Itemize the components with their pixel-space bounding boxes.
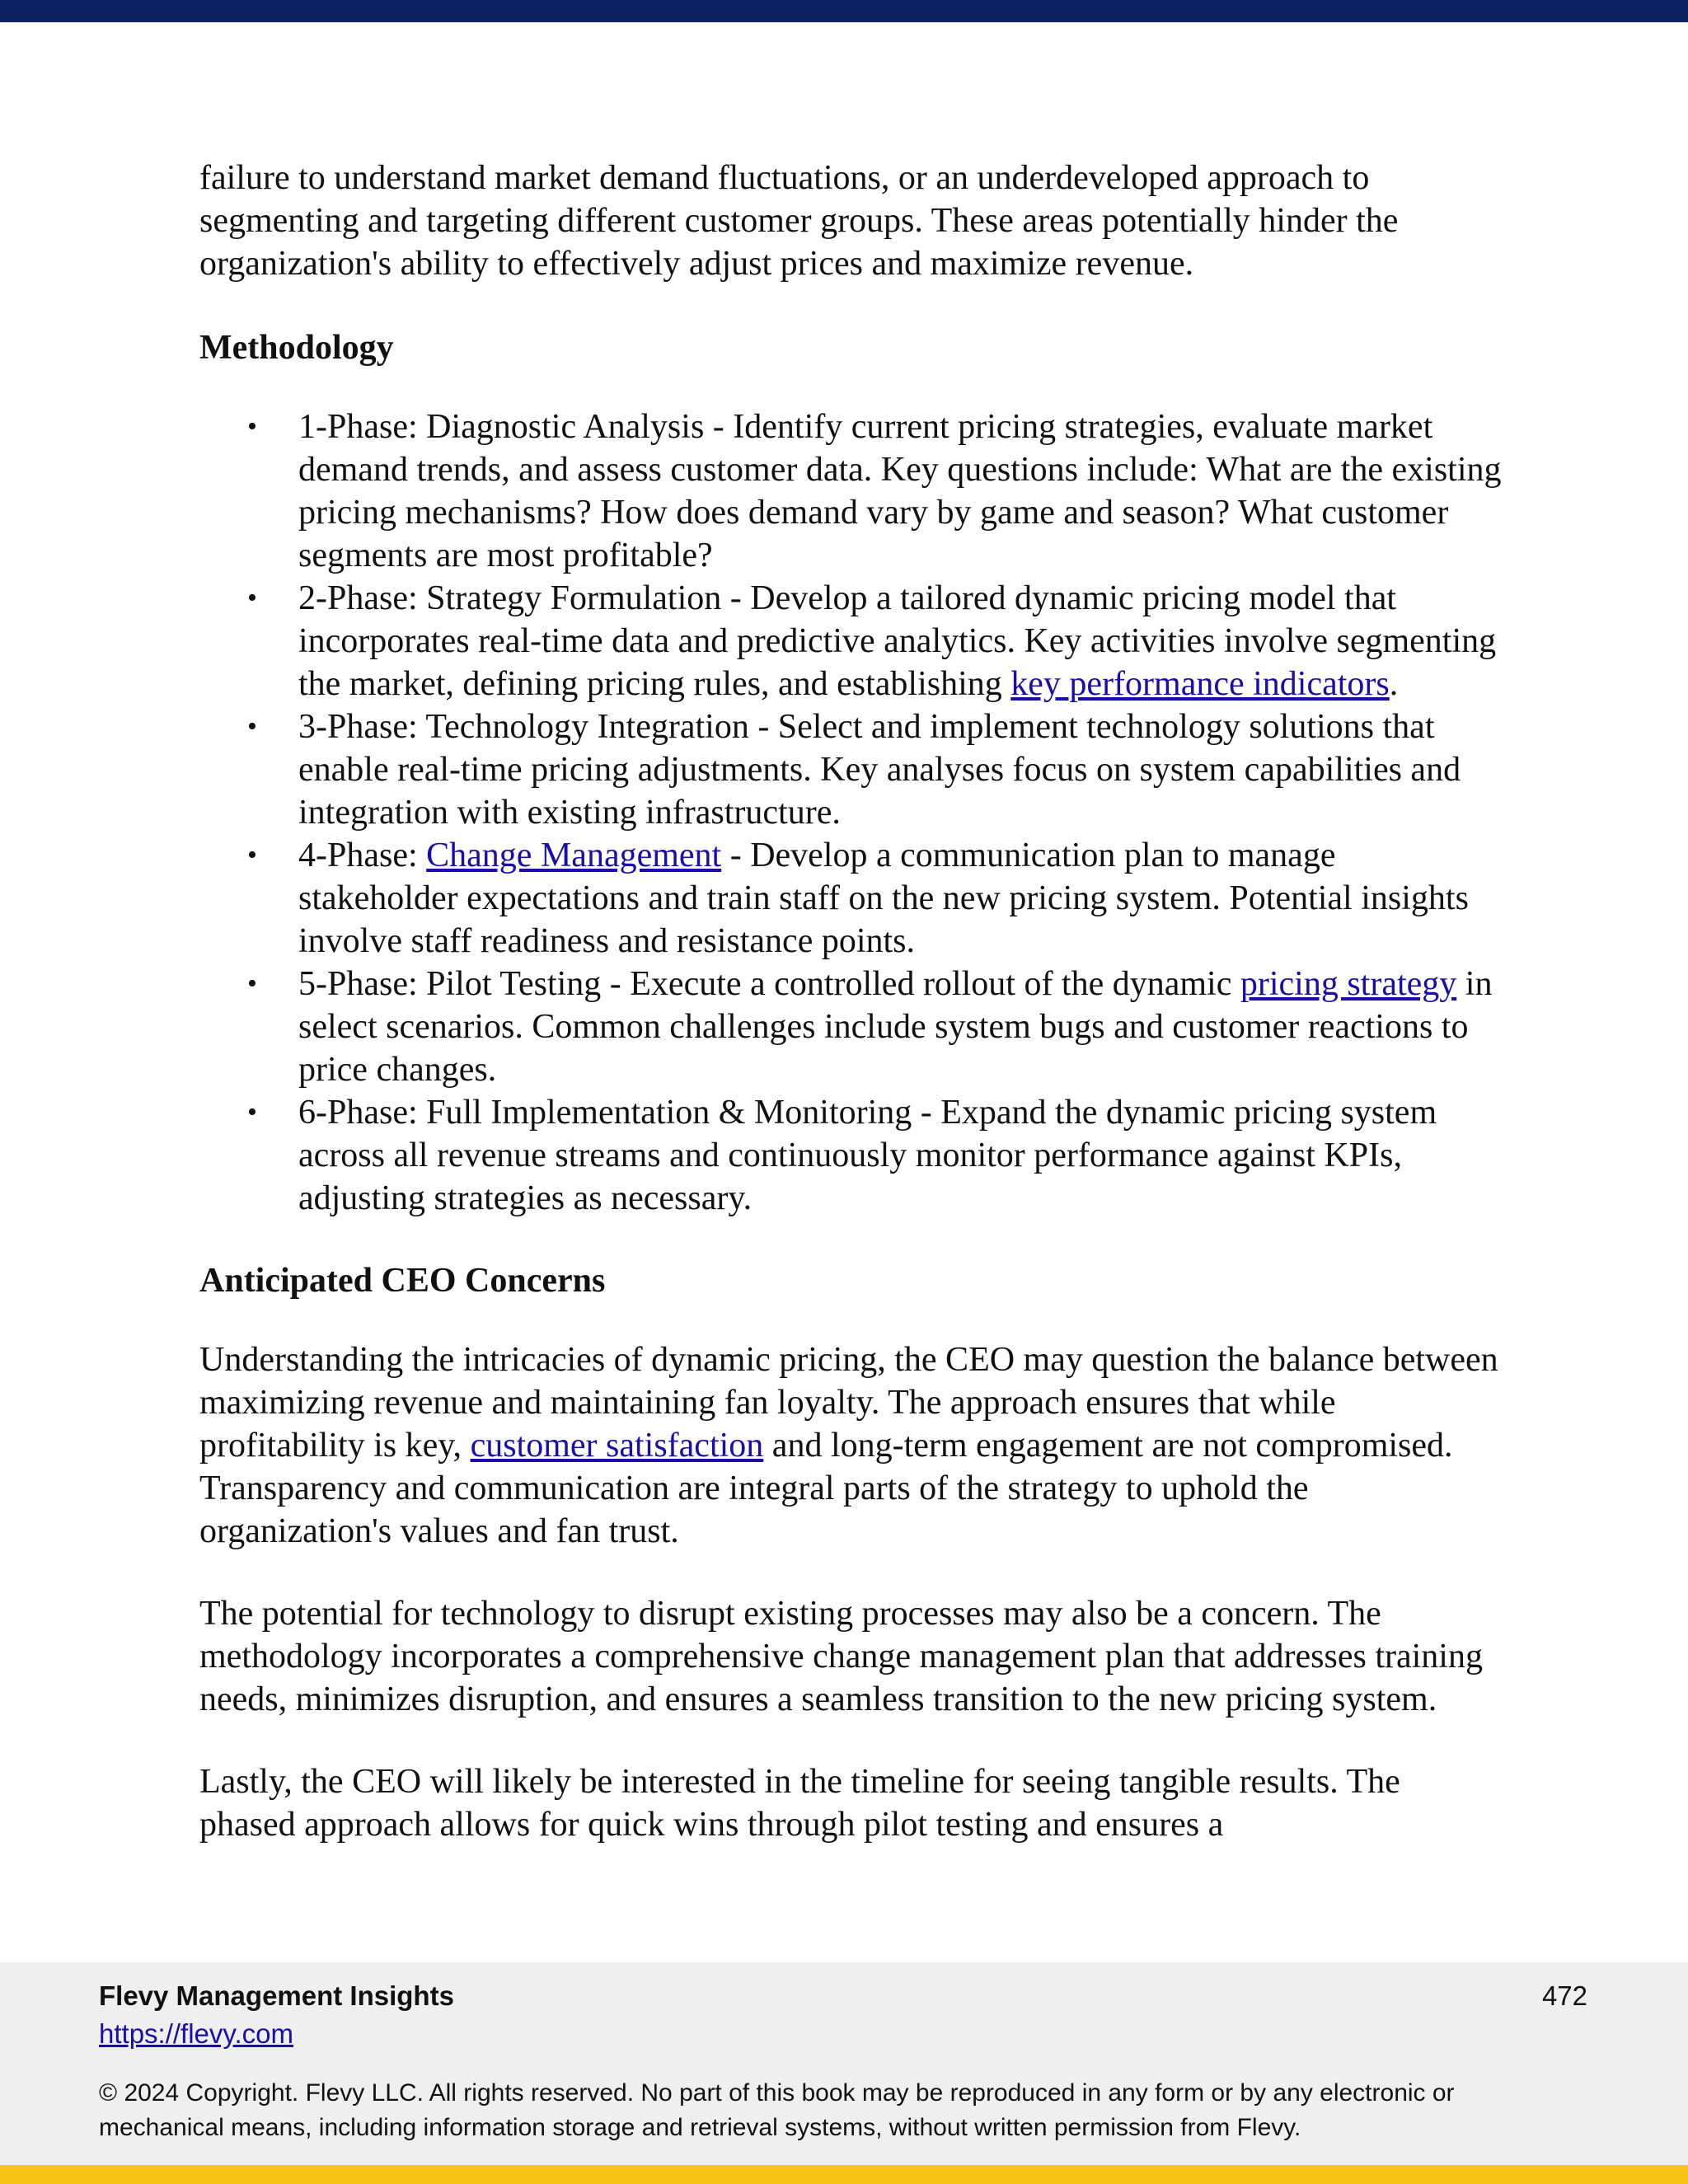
list-item <box>247 834 1502 963</box>
phase-4-text: 4-Phase: <box>298 837 427 874</box>
top-accent-bar <box>0 0 1688 22</box>
page-footer <box>0 1962 1688 2165</box>
ceo-concerns-heading: Anticipated CEO Concerns <box>199 1262 606 1300</box>
intro-paragraph: failure to understand market demand fluctuations, or an underdeveloped approach to segmenting and targeting different customer groups. These areas potentially hinder the organization's ability to effectively adjust prices and maximize revenue. <box>199 159 1399 283</box>
phase-2-text: 2-Phase: Strategy Formulation - Develop a tailored dynamic pricing model that incorporates real-time data and predictive analytics. Key activities involve segmenting the market, defining pricing rules, and establishing <box>298 579 1497 703</box>
bullet-icon: • <box>247 583 257 613</box>
bullet-icon: • <box>247 711 257 742</box>
list-item <box>247 1091 1502 1220</box>
list-item <box>247 577 1502 705</box>
phase-5-text-end: in select scenarios. Common challenges include system bugs and customer reactions to price changes. <box>298 965 1493 1089</box>
bottom-accent-bar <box>0 2165 1688 2184</box>
page-content <box>199 157 1502 1886</box>
bullet-icon: • <box>247 1097 257 1127</box>
bullet-icon: • <box>247 968 257 999</box>
footer-url-link[interactable]: https://flevy.com <box>99 2018 293 2049</box>
methodology-heading: Methodology <box>199 329 394 367</box>
phase-2-text-end: . <box>1389 665 1399 703</box>
copyright-notice: © 2024 Copyright. Flevy LLC. All rights reserved. No part of this book may be reproduced in any form or by any electronic or mechanical means, including information storage and retrieval systems, without written permission from Flevy. <box>99 2079 1455 2141</box>
footer-brand: Flevy Management Insights <box>99 1980 454 2011</box>
list-item <box>247 963 1502 1091</box>
customer-satisfaction-link[interactable]: customer satisfaction <box>470 1427 764 1465</box>
ceo-concerns-paragraph-3: Lastly, the CEO will likely be interested in the timeline for seeing tangible results. The phased approach allows for quick wins through pilot testing and ensures a <box>199 1763 1400 1844</box>
bullet-icon: • <box>247 411 257 442</box>
phase-3-text: 3-Phase: Technology Integration - Select and implement technology solutions that enable real-time pricing adjustments. Key analyses focus on system capabilities and integration with existing infrastructure. <box>298 708 1461 832</box>
pricing-strategy-link[interactable]: pricing strategy <box>1240 965 1457 1003</box>
paragraph-text: Understanding the intricacies of dynamic pricing, the CEO may question the balance between maximizing revenue and maintaining fan loyalty. The approach ensures that while profitability is key, <box>199 1341 1498 1465</box>
key-performance-indicators-link[interactable]: key performance indicators <box>1010 665 1390 703</box>
phase-1-text: 1-Phase: Diagnostic Analysis - Identify current pricing strategies, evaluate market demand trends, and assess customer data. Key questions include: What are the existing pricing mechanisms? How does demand vary by game and season? What customer segments are most profitable? <box>298 408 1502 574</box>
list-item <box>247 405 1502 577</box>
ceo-concerns-paragraph-1 <box>199 1338 1502 1553</box>
paragraph-text-end: and long-term engagement are not compromised. Transparency and communication are integral parts of the strategy to uphold the organization's values and fan trust. <box>199 1427 1453 1550</box>
phase-4-text-end: - Develop a communication plan to manage stakeholder expectations and train staff on the new pricing system. Potential insights involve staff readiness and resistance points. <box>298 837 1469 960</box>
list-item <box>247 705 1502 834</box>
phase-6-text: 6-Phase: Full Implementation & Monitoring - Expand the dynamic pricing system across all revenue streams and continuously monitor performance against KPIs, adjusting strategies as necessary. <box>298 1094 1437 1217</box>
page-number: 472 <box>1541 1980 1587 2011</box>
phase-5-text: 5-Phase: Pilot Testing - Execute a controlled rollout of the dynamic <box>298 965 1240 1003</box>
ceo-concerns-paragraph-2: The potential for technology to disrupt existing processes may also be a concern. The methodology incorporates a comprehensive change management plan that addresses training needs, minimizes disruption, and ensures a seamless transition to the new pricing system. <box>199 1595 1483 1718</box>
change-management-link[interactable]: Change Management <box>426 837 722 874</box>
methodology-list <box>199 405 1502 1220</box>
bullet-icon: • <box>247 840 257 870</box>
